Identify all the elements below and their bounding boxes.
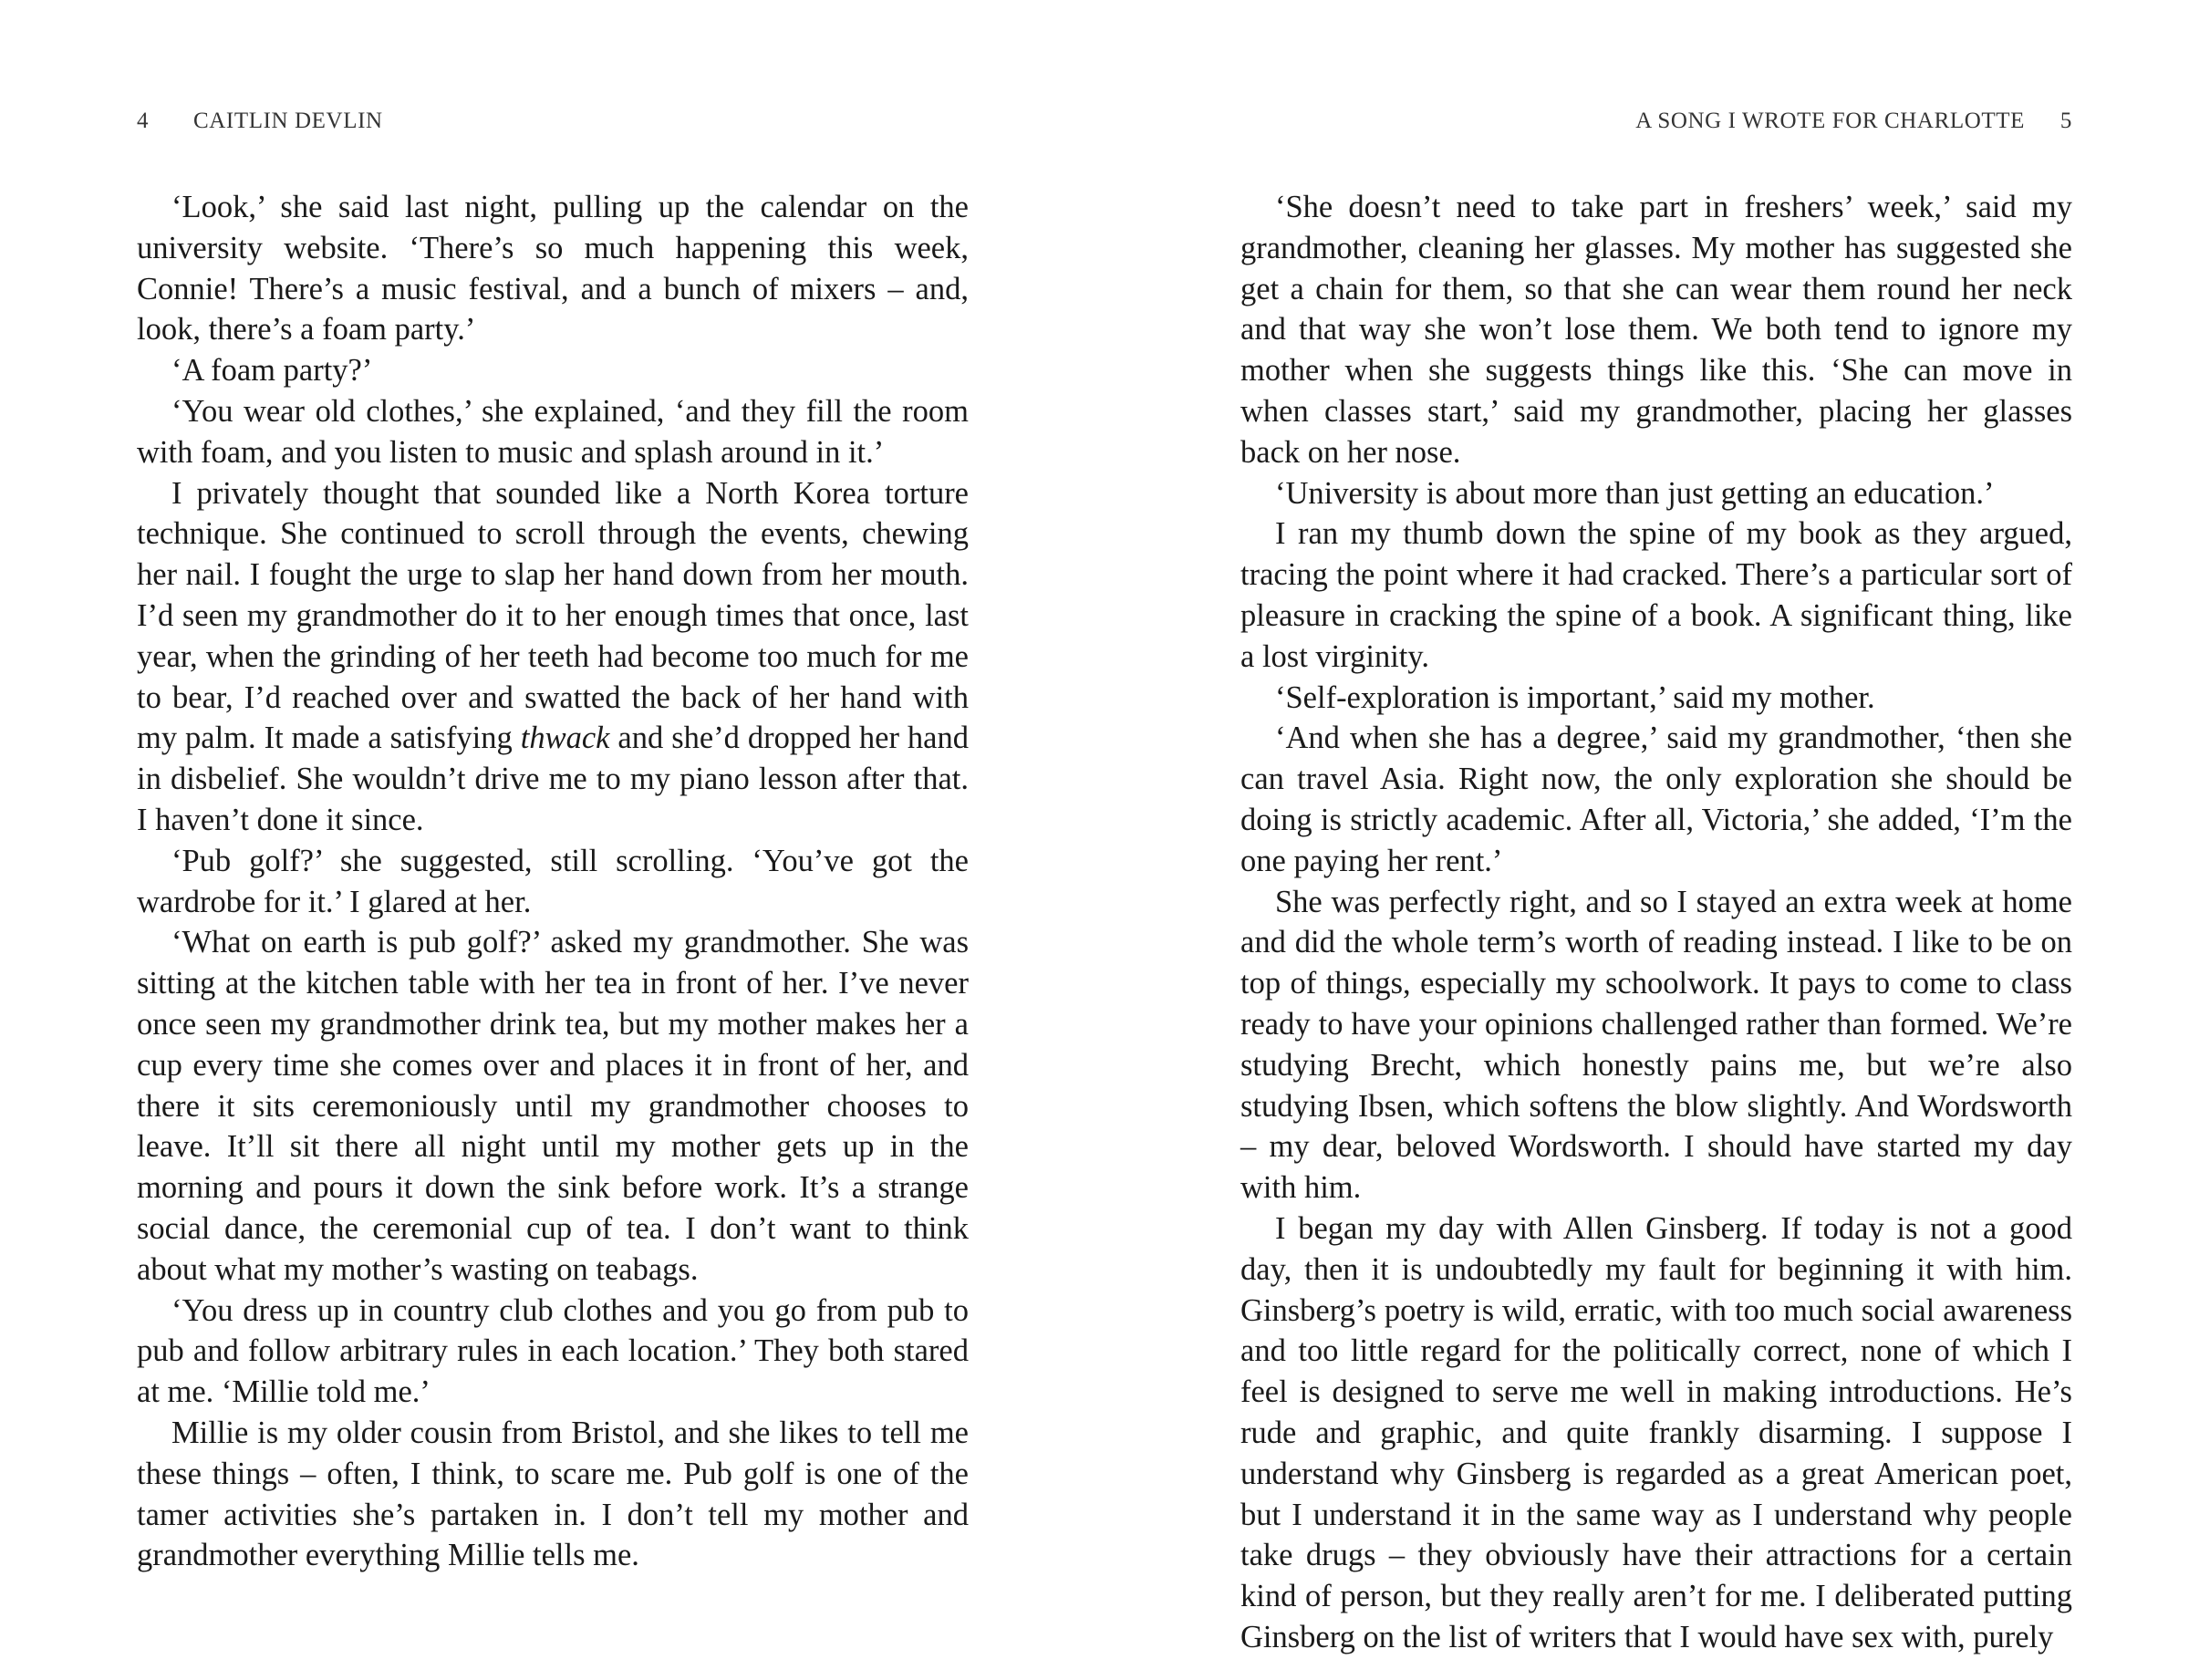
paragraph: ‘University is about more than just getting an education.’ (1275, 475, 1995, 511)
paragraph: Millie is my older cousin from Bristol, and she likes to tell me these things – often, I think, to scare me. Pub golf is one of the tamer activities she’s partaken in. I don’t tell my mother and grandmother everything Millie tells me. (137, 1415, 969, 1573)
paragraph: ‘And when she has a degree,’ said my grandmother, ‘then she can travel Asia. Right now, the only exploration she should be doing is strictly academic. After all, Victoria,’ she added, ‘I’m the one paying her rent.’ (1240, 721, 2072, 878)
paragraph: ‘She doesn’t need to take part in freshers’ week,’ said my grandmother, cleaning her glasses. My mother has suggested she get a chain for them, so that she can wear them round her neck and that way she won’t lose them. We both tend to ignore my mother when she suggests things like this. ‘She can move in when classes start,’ said my grandmother, placing her glasses back on her nose. (1240, 190, 2072, 470)
paragraph: I began my day with Allen Ginsberg. If today is not a good day, then it is undoubtedly my fault for beginning it with him. Ginsberg’s poetry is wild, erratic, with too much social awareness and too little regard for the politically correct, none of which I feel is designed to serve me well in making introductions. He’s rude and graphic, and quite frankly disarming. I suppose I understand why Ginsberg is regarded as a great American poet, but I understand it in the same way as I understand why people take drugs – they obviously have their attractions for a certain kind of person, but they really aren’t for me. I deliberated putting Ginsberg on the list of writers that I would have sex with, purely (1240, 1210, 2072, 1654)
italic-word: thwack (520, 721, 610, 756)
paragraph-text: I privately thought that sounded like a North Korea torture technique. She continued to scroll through the events, chewing her nail. I fought the urge to slap her hand down from her mouth. I’d seen my grandmother do it to her enough times that once, last year, when the grinding of her teeth had become too much for me to bear, I’d reached over and swatted the back of her hand with my palm. It made a satisfying (137, 475, 969, 756)
paragraph: ‘A foam party?’ (171, 353, 373, 389)
running-head-left (137, 103, 969, 140)
paragraph: ‘Look,’ she said last night, pulling up the calendar on the university website. ‘There’s so much happening this week, Connie! There’s a music festival, and a bunch of mixers – and, look, there’s a foam party.’ (137, 190, 969, 347)
running-head-right (1240, 103, 2072, 140)
page-number-left: 4 (137, 109, 150, 133)
paragraph: ‘Self-exploration is important,’ said my mother. (1275, 679, 1875, 715)
left-page (137, 0, 969, 1680)
right-page-body (1240, 187, 2072, 1658)
paragraph: I ran my thumb down the spine of my book as they argued, tracing the point where it had cracked. There’s a particular sort of pleasure in cracking the spine of a book. A significant thing, like a lost virginity. (1240, 516, 2072, 674)
paragraph: ‘You dress up in country club clothes and you go from pub to pub and follow arbitrary rules in each location.’ They both stared at me. ‘Millie told me.’ (137, 1292, 969, 1410)
paragraph: ‘What on earth is pub golf?’ asked my grandmother. She was sitting at the kitchen table with her tea in front of her. I’ve never once seen my grandmother drink tea, but my mother makes her a cup every time she comes over and places it in front of her, and there it sits ceremoniously until my grandmother chooses to leave. It’ll sit there all night until my mother gets up in the morning and pours it down the sink before work. It’s a strange social dance, the ceremonial cup of tea. I don’t want to think about what my mother’s wasting on teabags. (137, 925, 969, 1287)
running-head-author: CAITLIN DEVLIN (193, 109, 383, 133)
paragraph: She was perfectly right, and so I stayed an extra week at home and did the whole term’s worth of reading instead. I like to be on top of things, especially my schoolwork. It pays to come to class ready to have your opinions challenged rather than formed. We’re studying Brecht, which honestly pains me, but we’re also studying Ibsen, which softens the blow slightly. And Wordsworth – my dear, beloved Wordsworth. I should have started my day with him. (1240, 884, 2072, 1206)
left-page-body (137, 187, 969, 1576)
page-number-right: 5 (2059, 109, 2072, 133)
paragraph (137, 473, 969, 841)
running-head-book-title: A SONG I WROTE FOR CHARLOTTE (1635, 109, 2025, 133)
paragraph: ‘Pub golf?’ she suggested, still scrolling. ‘You’ve got the wardrobe for it.’ I glared at her. (137, 843, 969, 919)
right-page (1240, 0, 2072, 1680)
paragraph-text: and she’d dropped her hand in disbelief. She wouldn’t drive me to my piano lesson after that. I haven’t done it since. (137, 721, 969, 837)
paragraph: ‘You wear old clothes,’ she explained, ‘and they fill the room with foam, and you listen to music and splash around in it.’ (137, 393, 969, 470)
